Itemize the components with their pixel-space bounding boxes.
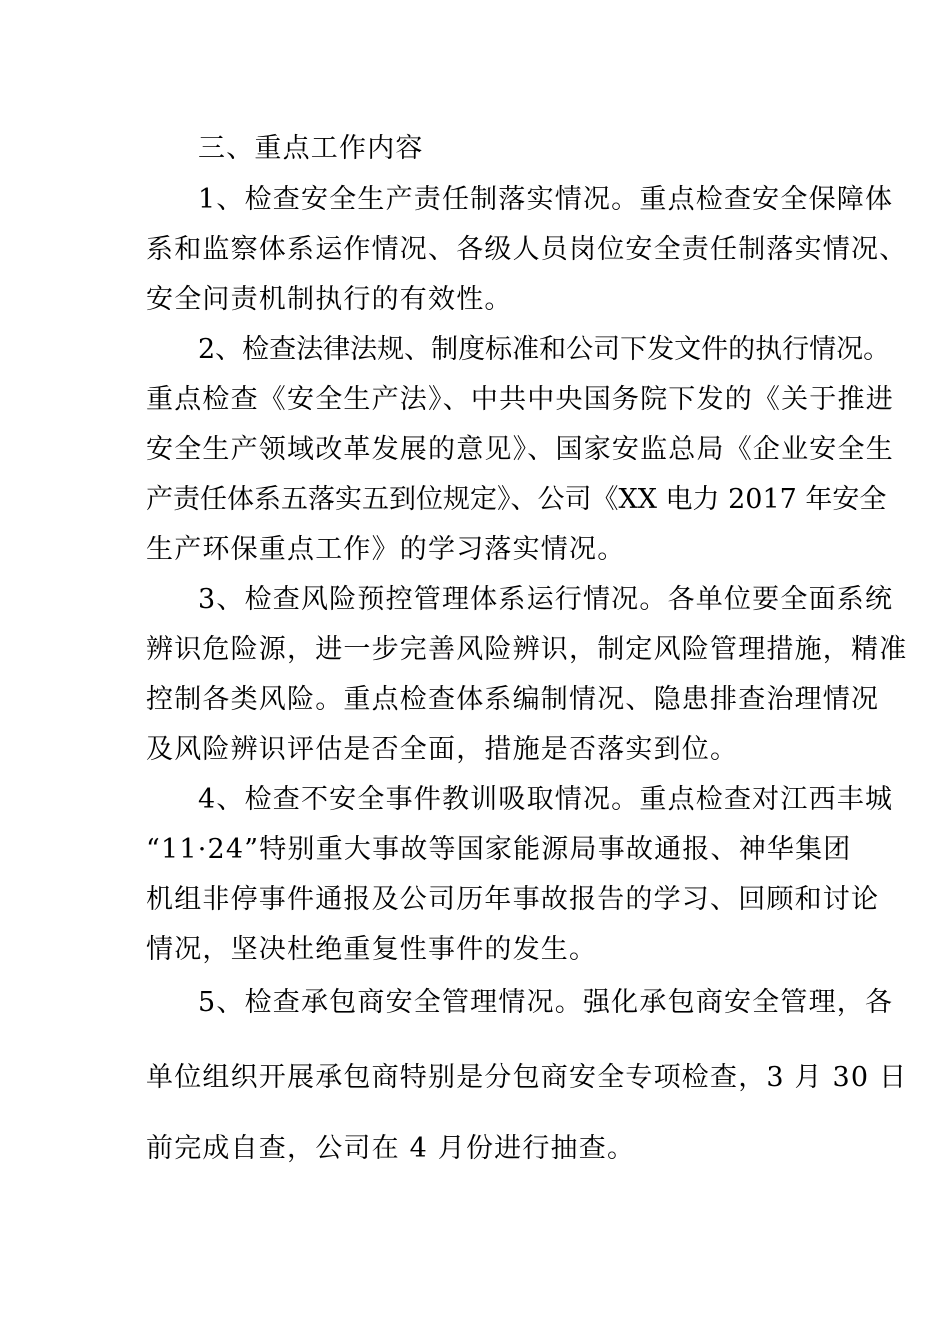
paragraph-2-line-4: 产责任体系五落实五到位规定》、公司《XX 电力 2017 年安全 xyxy=(146,484,887,515)
paragraph-5-line-1: 5、检查承包商安全管理情况。强化承包商安全管理，各 xyxy=(198,987,894,1018)
paragraph-4-line-3: 机组非停事件通报及公司历年事故报告的学习、回顾和讨论 xyxy=(146,884,880,915)
paragraph-3-line-1: 3、检查风险预控管理体系运行情况。各单位要全面系统 xyxy=(198,584,894,615)
section-heading: 三、重点工作内容 xyxy=(198,133,424,164)
paragraph-2-line-1: 2、检查法律法规、制度标准和公司下发文件的执行情况。 xyxy=(198,334,891,365)
paragraph-4-line-4: 情况，坚决杜绝重复性事件的发生。 xyxy=(146,934,598,965)
paragraph-1-line-1: 1、检查安全生产责任制落实情况。重点检查安全保障体 xyxy=(198,184,894,215)
paragraph-3-line-3: 控制各类风险。重点检查体系编制情况、隐患排查治理情况 xyxy=(146,684,880,715)
paragraph-1-line-2: 系和监察体系运作情况、各级人员岗位安全责任制落实情况、 xyxy=(146,234,908,265)
paragraph-3-line-4: 及风险辨识评估是否全面，措施是否落实到位。 xyxy=(146,734,739,765)
paragraph-4-line-1: 4、检查不安全事件教训吸取情况。重点检查对江西丰城 xyxy=(198,784,894,815)
paragraph-2-line-3: 安全生产领域改革发展的意见》、国家安监总局《企业安全生 xyxy=(146,434,894,465)
paragraph-5-line-3: 前完成自查，公司在 4 月份进行抽查。 xyxy=(146,1133,636,1164)
paragraph-4-line-2: “11·24”特别重大事故等国家能源局事故通报、神华集团 xyxy=(146,834,852,865)
paragraph-3-line-2: 辨识危险源，进一步完善风险辨识，制定风险管理措施，精准 xyxy=(146,634,908,665)
paragraph-2-line-5: 生产环保重点工作》的学习落实情况。 xyxy=(146,534,626,565)
paragraph-2-line-2: 重点检查《安全生产法》、中共中央国务院下发的《关于推进 xyxy=(146,384,894,415)
paragraph-5-line-2: 单位组织开展承包商特别是分包商安全专项检查，3 月 30 日 xyxy=(146,1062,908,1093)
paragraph-1-line-3: 安全问责机制执行的有效性。 xyxy=(146,284,513,315)
